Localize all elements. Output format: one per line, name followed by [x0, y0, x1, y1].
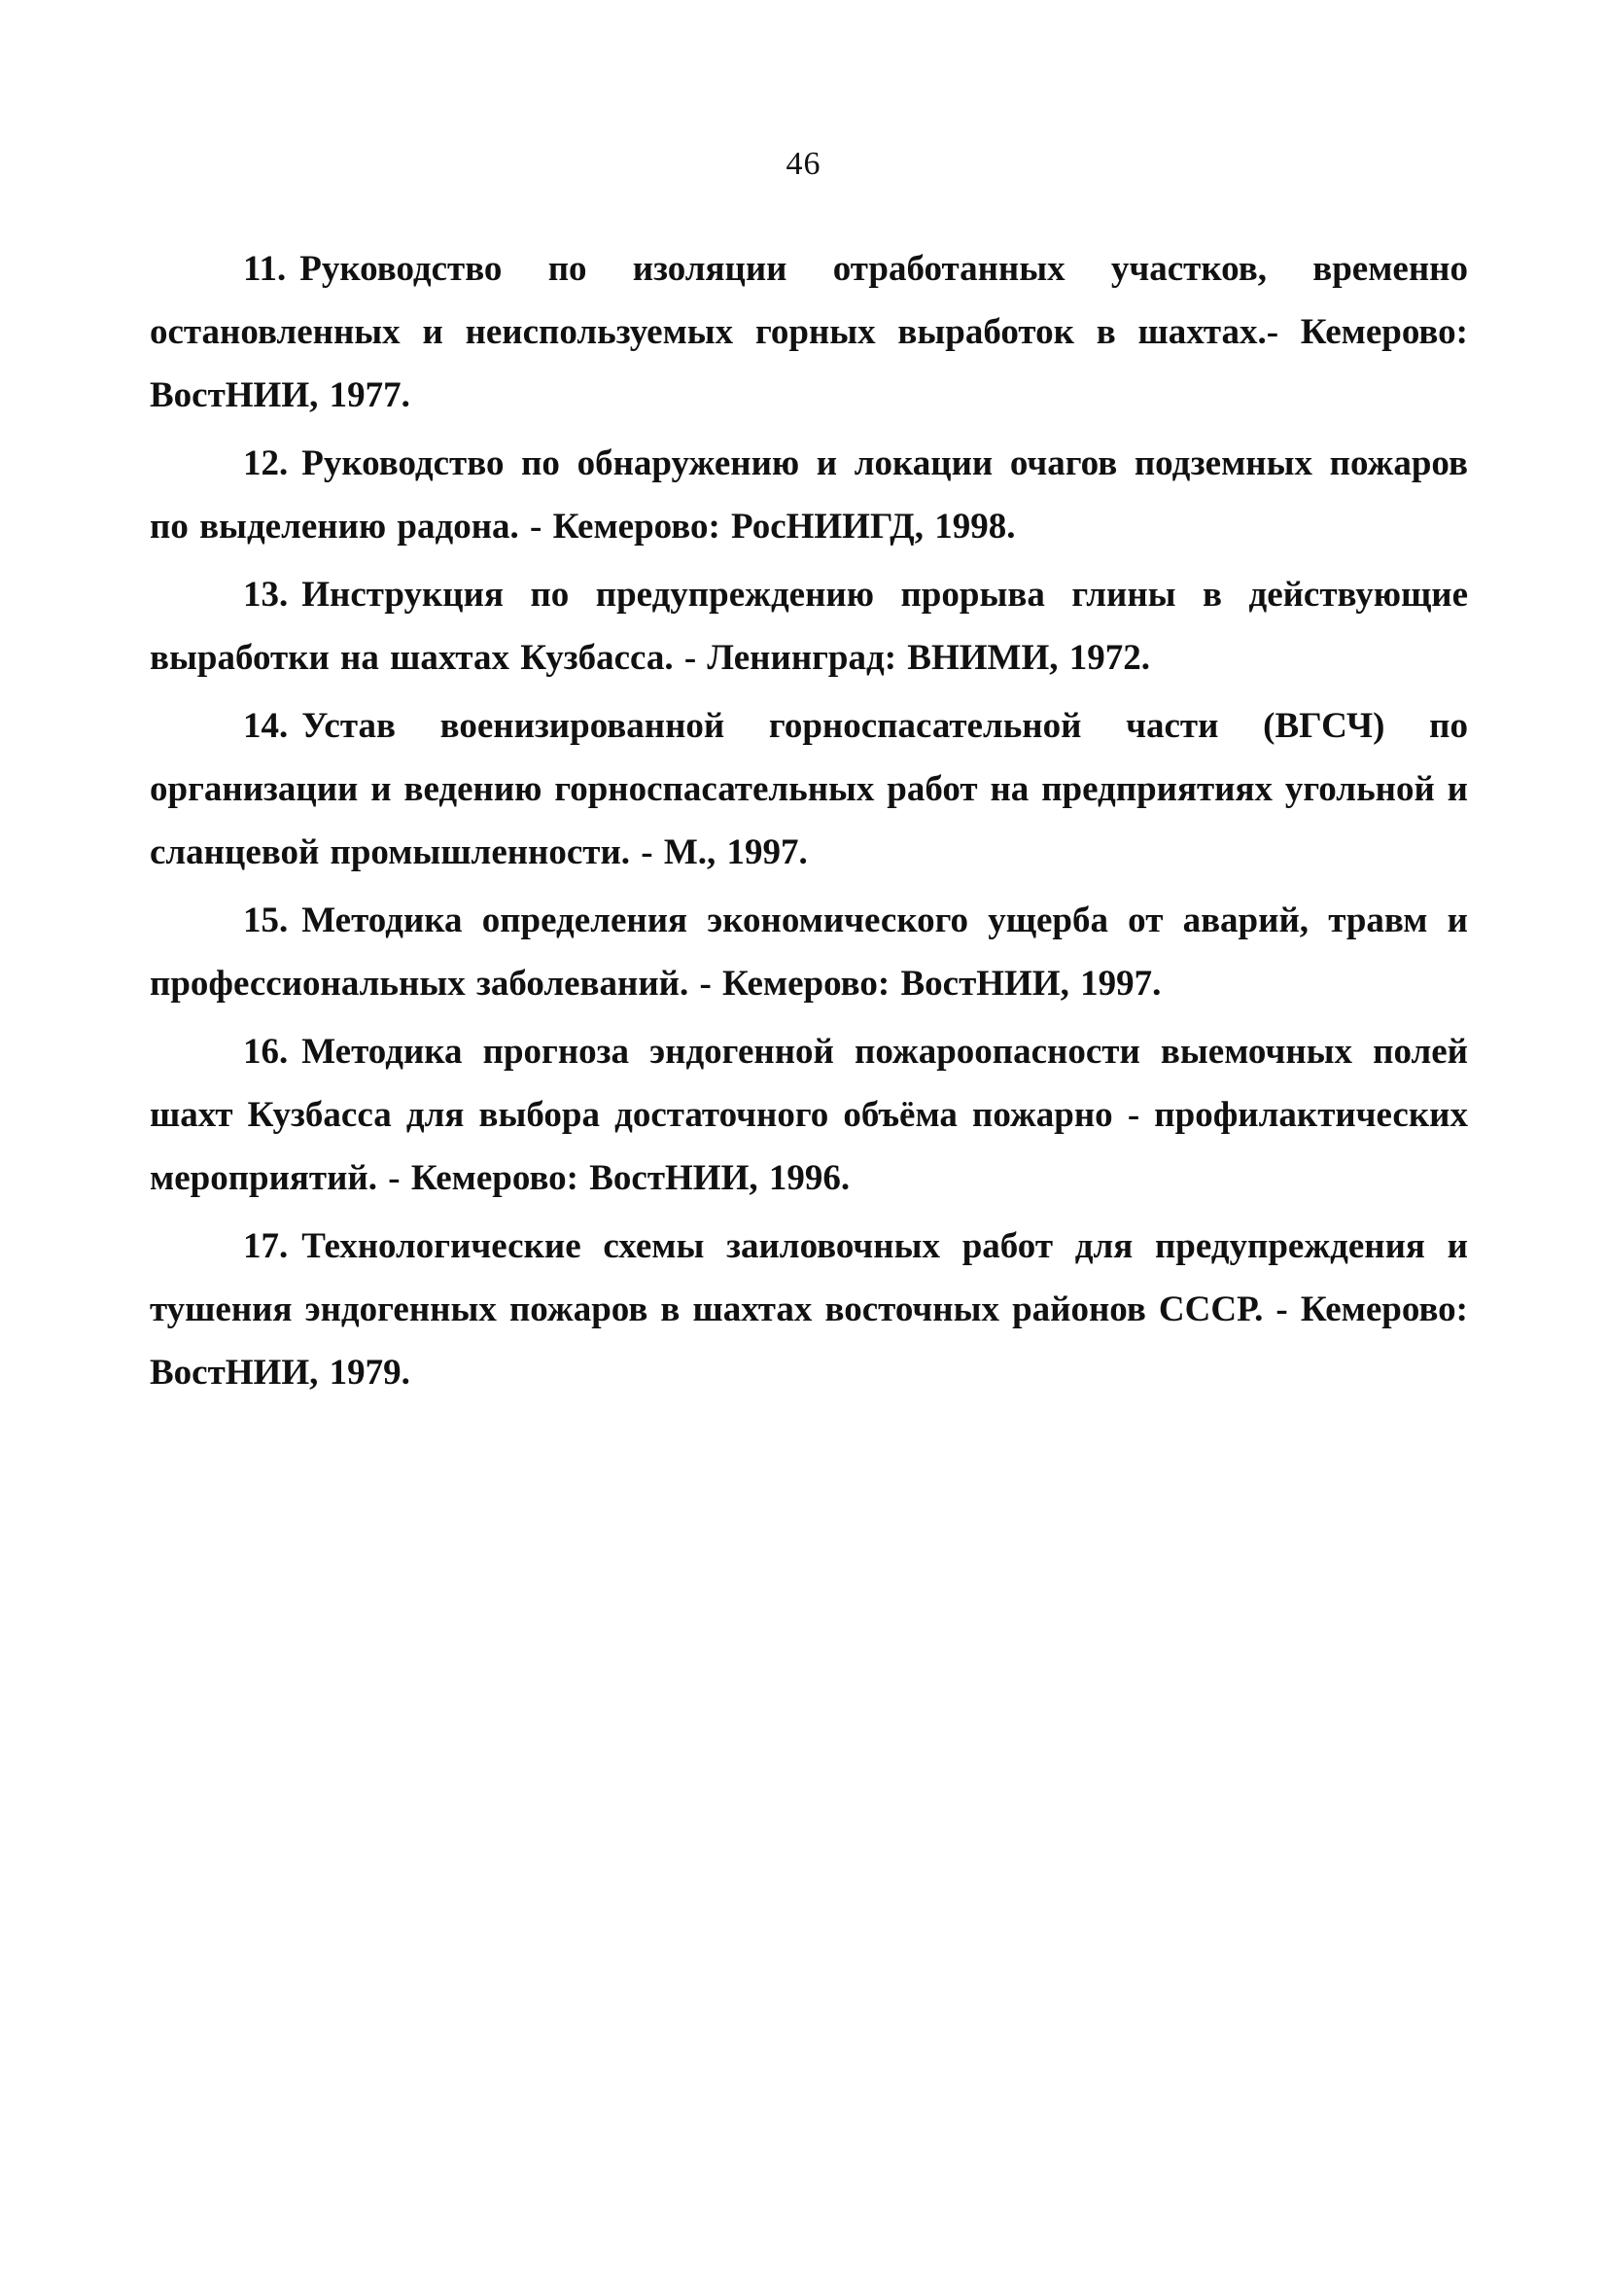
reference-number: 15.	[243, 901, 289, 940]
reference-text: Руководство по изоляции отработанных участков, временно остановленных и неиспользуемых горных выработок в шахтах.- Кемерово: ВостНИИ, 1977.	[150, 249, 1468, 415]
reference-number: 14.	[243, 706, 289, 746]
reference-item-13	[150, 563, 1468, 689]
reference-text: Технологические схемы заиловочных работ для предупреждения и тушения эндогенных пожаров в шахтах восточных районов СССР. - Кемерово: ВостНИИ, 1979.	[150, 1226, 1468, 1393]
reference-item-16	[150, 1020, 1468, 1210]
reference-item-14	[150, 694, 1468, 884]
reference-number: 13.	[243, 575, 289, 615]
reference-item-17	[150, 1215, 1468, 1404]
page-number: 46	[786, 146, 821, 182]
reference-number: 17.	[243, 1226, 289, 1266]
reference-number: 12.	[243, 443, 289, 483]
reference-text: Инструкция по предупреждению прорыва глины в действующие выработки на шахтах Кузбасса. - Ленинград: ВНИМИ, 1972.	[150, 575, 1468, 678]
reference-number: 11.	[243, 249, 287, 289]
reference-list	[150, 237, 1468, 1409]
reference-number: 16.	[243, 1032, 289, 1072]
reference-item-12	[150, 432, 1468, 558]
reference-item-11	[150, 237, 1468, 427]
reference-text: Методика прогноза эндогенной пожароопасности выемочных полей шахт Кузбасса для выбора достаточного объёма пожарно - профилактических мероприятий. - Кемерово: ВостНИИ, 1996.	[150, 1032, 1468, 1198]
reference-item-15	[150, 889, 1468, 1015]
reference-text: Руководство по обнаружению и локации очагов подземных пожаров по выделению радона. - Кемерово: РосНИИГД, 1998.	[150, 443, 1468, 547]
reference-text: Устав военизированной горноспасательной части (ВГСЧ) по организации и ведению горноспасательных работ на предприятиях угольной и сланцевой промышленности. - М., 1997.	[150, 706, 1468, 872]
reference-text: Методика определения экономического ущерба от аварий, травм и профессиональных заболеваний. - Кемерово: ВостНИИ, 1997.	[150, 901, 1468, 1004]
